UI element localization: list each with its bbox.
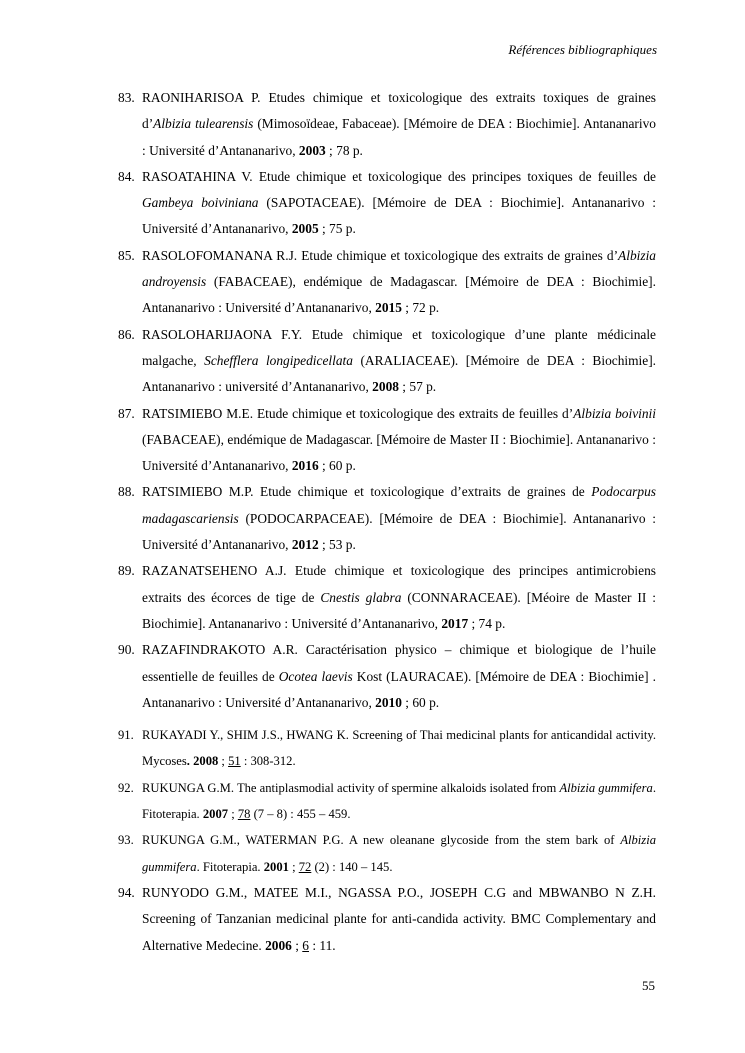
reference-text: RUKUNGA G.M. The antiplasmodial activity of spermine alkaloids isolated from Albizia gummifera. Fitoterapia. 2007 ; 78 (7 – 8) : 455 – 459. [142, 780, 656, 822]
reference-item [118, 164, 656, 243]
reference-text: RUKUNGA G.M., WATERMAN P.G. A new oleanane glycoside from the stem bark of Albizia gummifera. Fitoterapia. 2001 ; 72 (2) : 140 – 145. [142, 833, 656, 874]
page-number: 55 [642, 978, 655, 993]
reference-item [118, 322, 656, 401]
reference-text: RUNYODO G.M., MATEE M.I., NGASSA P.O., JOSEPH C.G and MBWANBO N Z.H. Screening of Tanzanian medicinal plante for anti-candida activity. BMC Complementary and Alternative Medecine. 2006 ; 6 : 11. [142, 884, 656, 953]
reference-item [118, 479, 656, 558]
reference-item [118, 827, 656, 880]
reference-item [118, 558, 656, 637]
reference-number: 89. [118, 563, 135, 579]
reference-text: RUKAYADI Y., SHIM J.S., HWANG K. Screening of Thai medicinal plants for anticandidal activity. Mycoses. 2008 ; 51 : 308-312. [142, 728, 656, 769]
reference-item [118, 637, 656, 716]
reference-number: 91. [118, 728, 134, 743]
reference-item [118, 880, 656, 959]
reference-number: 94. [118, 884, 135, 900]
reference-text: RAZAFINDRAKOTO A.R. Caractérisation physico – chimique et biologique de l’huile essentielle de feuilles de Ocotea laevis Kost (LAURACAE). [Mémoire de DEA : Biochimie] . Antananarivo : Université d’Antananarivo, 2010 ; 60 p. [142, 642, 657, 710]
running-header: Références bibliographiques [508, 42, 657, 57]
reference-number: 92. [118, 780, 134, 795]
reference-number: 84. [118, 168, 135, 184]
reference-text: RAZANATSEHENO A.J. Etude chimique et toxicologique des principes antimicrobiens extraits des écorces de tige de Cnestis glabra (CONNARACEAE). [Méoire de Master II : Biochimie]. Antananarivo : Université d’Antananarivo, 2017 ; 74 p. [142, 563, 656, 631]
reference-number: 83. [118, 90, 135, 105]
reference-text: RAONIHARISOA P. Etudes chimique et toxicologique des extraits toxiques de graines d’Albizia tulearensis (Mimosoïdeae, Fabaceae). [Mémoire de DEA : Biochimie]. Antananarivo : Université d’Antananarivo, 2003 ; 78 p. [142, 90, 656, 158]
reference-item [118, 243, 656, 322]
reference-text: RASOATAHINA V. Etude chimique et toxicologique des principes toxiques de feuilles de Gambeya boiviniana (SAPOTACEAE). [Mémoire de DEA : Biochimie]. Antananarivo : Université d’Antananarivo, 2005 ; 75 p. [142, 168, 656, 237]
reference-text: RATSIMIEBO M.E. Etude chimique et toxicologique des extraits de feuilles d’Albizia boivinii (FABACEAE), endémique de Madagascar. [Mémoire de Master II : Biochimie]. Antananarivo : Université d’Antananarivo, 2016 ; 60 p. [142, 405, 656, 474]
reference-text: RASOLOHARIJAONA F.Y. Etude chimique et toxicologique d’une plante médicinale malgache, Schefflera longipedicellata (ARALIACEAE). [Mémoire de DEA : Biochimie]. Antananarivo : université d’Antananarivo, 2008 ; 57 p. [142, 326, 657, 395]
reference-number: 93. [118, 833, 134, 848]
reference-text: RATSIMIEBO M.P. Etude chimique et toxicologique d’extraits de graines de Podocarpus madagascariensis (PODOCARPACEAE). [Mémoire de DEA : Biochimie]. Antananarivo : Université d’Antananarivo, 2012 ; 53 p. [142, 484, 656, 553]
reference-number: 87. [118, 405, 135, 421]
reference-number: 86. [118, 326, 135, 342]
reference-number: 85. [118, 247, 135, 263]
reference-list [118, 85, 656, 959]
reference-item [118, 722, 656, 775]
reference-item [118, 401, 656, 480]
reference-number: 90. [118, 642, 135, 658]
reference-item [118, 775, 656, 828]
reference-number: 88. [118, 484, 135, 500]
reference-text: RASOLOFOMANANA R.J. Etude chimique et toxicologique des extraits de graines d’Albizia androyensis (FABACEAE), endémique de Madagascar. [Mémoire de DEA : Biochimie]. Antananarivo : Université d’Antananarivo, 2015 ; 72 p. [142, 247, 656, 316]
reference-item [118, 85, 656, 164]
